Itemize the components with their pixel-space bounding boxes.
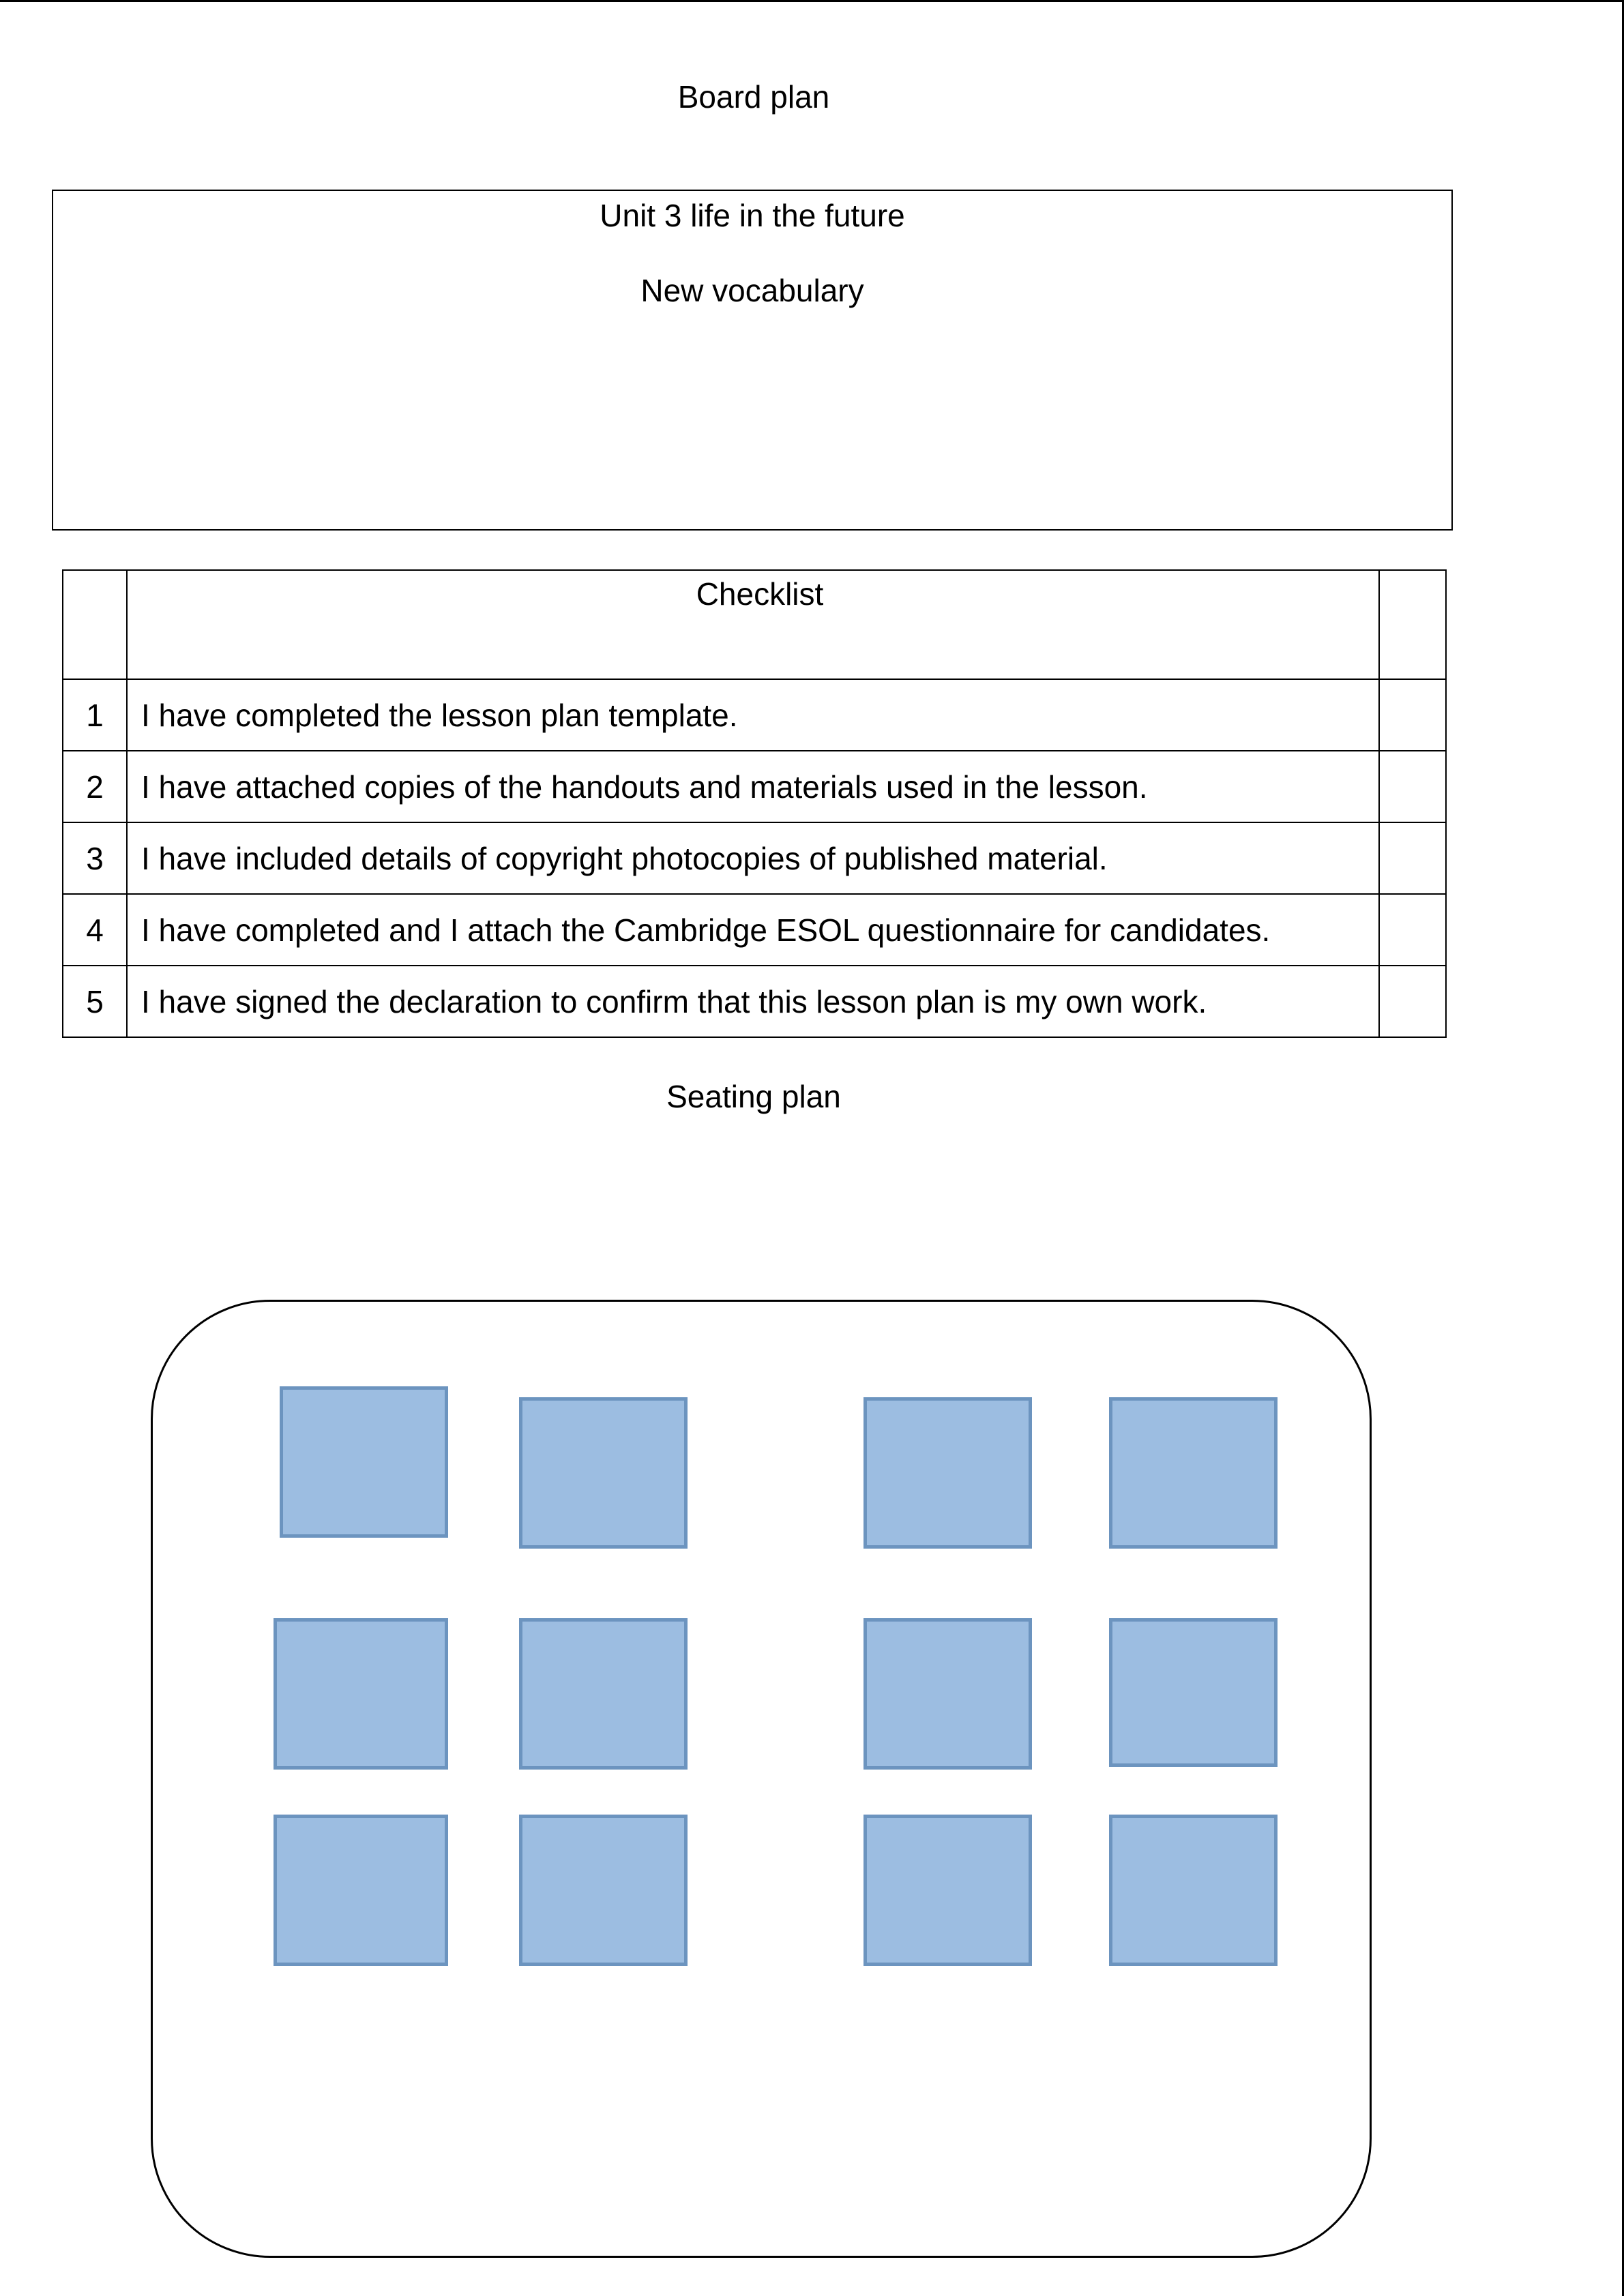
checklist-row [63, 822, 1446, 894]
checklist-table [62, 569, 1447, 1038]
item-checkbox-cell[interactable] [1379, 894, 1446, 966]
desk [519, 1815, 688, 1966]
item-number: 2 [63, 751, 127, 822]
item-checkbox-cell[interactable] [1379, 966, 1446, 1037]
seating-plan-heading: Seating plan [666, 1079, 841, 1114]
item-number: 4 [63, 894, 127, 966]
checklist-header-row [63, 570, 1446, 679]
desk [1109, 1815, 1278, 1966]
header-number-cell [63, 570, 127, 679]
unit-title: Unit 3 life in the future [600, 198, 905, 233]
item-text: I have included details of copyright photocopies of published material. [127, 822, 1379, 894]
checklist-row [63, 751, 1446, 822]
desk [1109, 1618, 1278, 1767]
item-number: 5 [63, 966, 127, 1037]
checklist-row [63, 966, 1446, 1037]
new-vocabulary-title: New vocabulary [640, 273, 864, 308]
header-title-cell [127, 570, 1379, 679]
item-text: I have attached copies of the handouts and materials used in the lesson. [127, 751, 1379, 822]
classroom-outline [151, 1300, 1372, 2258]
item-text: I have completed and I attach the Cambridge ESOL questionnaire for candidates. [127, 894, 1379, 966]
checklist-row [63, 894, 1446, 966]
desk [863, 1815, 1032, 1966]
item-number: 1 [63, 679, 127, 751]
board-plan-heading: Board plan [677, 79, 830, 115]
checklist-row [63, 679, 1446, 751]
desk [274, 1815, 448, 1966]
item-text: I have signed the declaration to confirm that this lesson plan is my own work. [127, 966, 1379, 1037]
item-checkbox-cell[interactable] [1379, 679, 1446, 751]
item-checkbox-cell[interactable] [1379, 751, 1446, 822]
item-checkbox-cell[interactable] [1379, 822, 1446, 894]
desk [1109, 1397, 1278, 1549]
desk [280, 1386, 448, 1538]
desk [519, 1397, 688, 1549]
checklist-header: Checklist [696, 576, 824, 612]
desk [863, 1618, 1032, 1770]
header-check-cell [1379, 570, 1446, 679]
board-plan-box [52, 190, 1453, 531]
desk [863, 1397, 1032, 1549]
item-number: 3 [63, 822, 127, 894]
desk [274, 1618, 448, 1770]
item-text: I have completed the lesson plan template. [127, 679, 1379, 751]
desk [519, 1618, 688, 1770]
